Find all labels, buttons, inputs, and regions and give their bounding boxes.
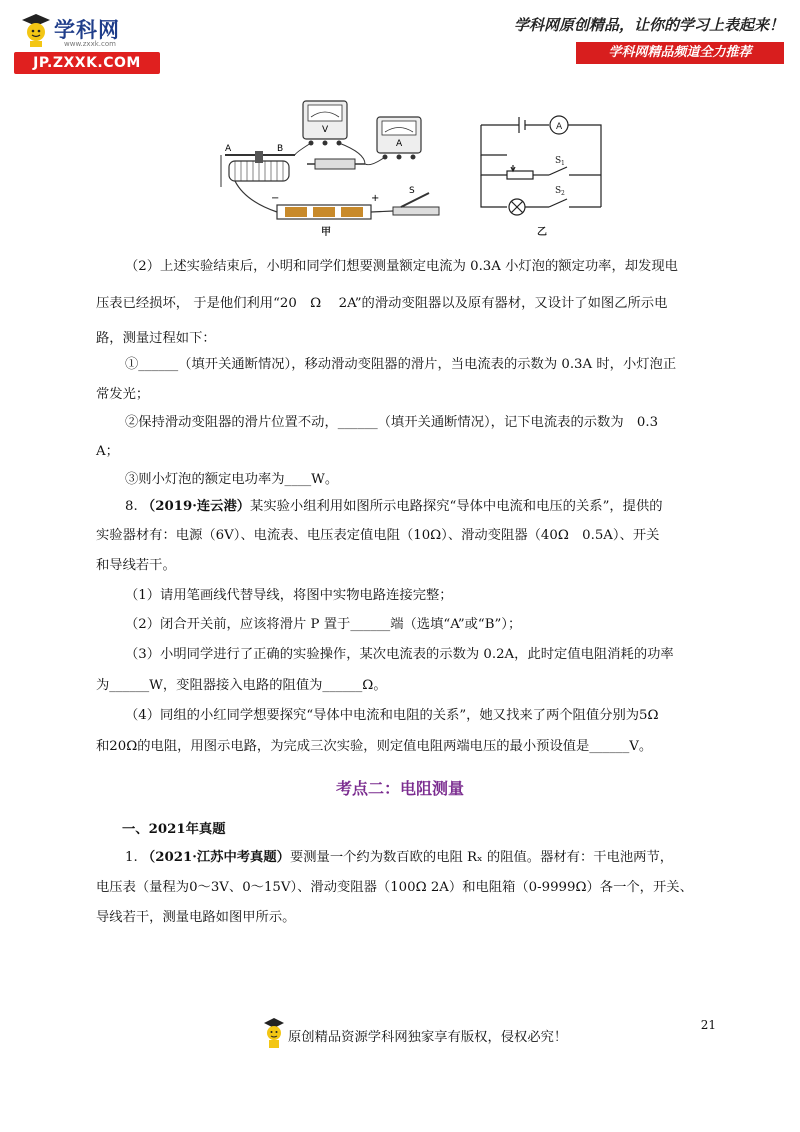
q1-line3: 导线若干，测量电路如图甲所示。: [96, 910, 296, 925]
mascot-icon: [262, 1016, 286, 1050]
svg-text:A: A: [556, 122, 563, 132]
svg-text:V: V: [322, 125, 329, 135]
q8-sub2: （2）闭合开关前，应该将滑片 P 置于______端（选填“A”或“B”）；: [125, 617, 522, 632]
q7-part2-line2: 压表已经损坏， 于是他们利用“20 Ω 2A”的滑动变阻器以及原有器材，又设计了如图乙所示电: [96, 296, 668, 311]
svg-text:A: A: [225, 144, 232, 154]
q8-sub1: （1）请用笔画线代替导线，将图中实物电路连接完整；: [125, 588, 453, 603]
page-footer: [262, 1016, 622, 1056]
svg-text:A: A: [396, 139, 403, 149]
svg-text:1: 1: [561, 160, 565, 167]
q1-line2: 电压表（量程为0～3V、0～15V）、滑动变阻器（100Ω 2A）和电阻箱（0-9999Ω）各一个，开关、: [96, 880, 693, 895]
q8-sub4-line1: （4）同组的小红同学想要探究“导体中电流和电阻的关系”，她又找来了两个阻值分别为5Ω: [125, 708, 659, 723]
copyright-text: 原创精品资源学科网独家享有版权，侵权必究！: [288, 1030, 568, 1045]
svg-text:−: −: [271, 193, 280, 204]
svg-text:+: +: [371, 193, 380, 204]
q8-sub3-line1: （3）小明同学进行了正确的实验操作，某次电流表的示数为 0.2A，此时定值电阻消耗的功率: [125, 647, 674, 662]
mascot-icon: [16, 12, 54, 48]
q1-line1-text: 要测量一个约为数百欧的电阻 Rₓ 的阻值。器材有：干电池两节，: [289, 850, 674, 865]
svg-text:S: S: [555, 156, 562, 166]
page-number: 21: [700, 1018, 716, 1032]
figure-caption-jia: 甲: [321, 227, 331, 238]
svg-text:S: S: [555, 186, 562, 196]
q7-part2-line1: （2）上述实验结束后，小明和同学们想要测量额定电流为 0.3A 小灯泡的额定功率，却发现电: [125, 259, 678, 274]
q1-line1: [125, 848, 673, 868]
svg-text:S: S: [409, 186, 415, 196]
header-slogan: 学科网原创精品，让你的学习上表起来！: [513, 16, 784, 34]
q1-source: （2021·江苏中考真题）: [141, 850, 290, 865]
step3-line: ③则小灯泡的额定电功率为____W。: [125, 472, 339, 487]
logo-bar-text: JP.ZXXK.COM: [33, 55, 141, 71]
logo-name: 学科网: [54, 18, 120, 42]
step1-line2: 常发光；: [96, 387, 150, 402]
page-header: [0, 0, 800, 80]
q8-line3: 和导线若干。: [96, 558, 176, 573]
q8-source: （2019·连云港）: [141, 499, 251, 514]
circuit-diagram-yi: [477, 107, 617, 227]
step2-line2: A；: [96, 444, 119, 459]
circuit-diagram-jia: [215, 97, 455, 237]
logo-bar: [14, 52, 160, 74]
logo-top: [14, 12, 164, 48]
zxxk-logo[interactable]: [14, 12, 164, 74]
circuit-figure: [215, 97, 615, 237]
section-title: 考点二：电阻测量: [335, 779, 464, 798]
q1-number: 1.: [125, 850, 138, 865]
step2-line1: ②保持滑动变阻器的滑片位置不动，______（填开关通断情况），记下电流表的示数为 0.3: [125, 415, 659, 430]
q7-part2-line3: 路，测量过程如下：: [96, 331, 216, 346]
q8-sub4-line2: 和20Ω的电阻，用图示电路，为完成三次实验，则定值电阻两端电压的最小预设值是______V。: [96, 739, 653, 754]
q8-line1: [125, 497, 663, 517]
q8-sub3-line2: 为______W，变阻器接入电路的阻值为______Ω。: [96, 678, 387, 693]
q8-number: 8.: [125, 499, 138, 514]
svg-text:B: B: [277, 144, 284, 154]
q8-line2: 实验器材有：电源（6V）、电流表、电压表定值电阻（10Ω）、滑动变阻器（40Ω 0.5A）、开关: [96, 528, 660, 543]
logo-url: www.zxxk.com: [64, 40, 116, 48]
slogan-bar-text: 学科网精品频道全力推荐: [608, 45, 752, 60]
svg-text:2: 2: [561, 190, 565, 197]
sub-heading: 一、2021年真题: [122, 822, 226, 837]
step1-line1: ①______（填开关通断情况），移动滑动变阻器的滑片，当电流表的示数为 0.3A 时，小灯泡正: [125, 357, 677, 372]
figure-caption-yi: 乙: [537, 227, 547, 238]
q8-line1-text: 某实验小组利用如图所示电路探究“导体中电流和电压的关系”，提供的: [250, 499, 663, 514]
header-slogan-bar[interactable]: [576, 42, 784, 64]
